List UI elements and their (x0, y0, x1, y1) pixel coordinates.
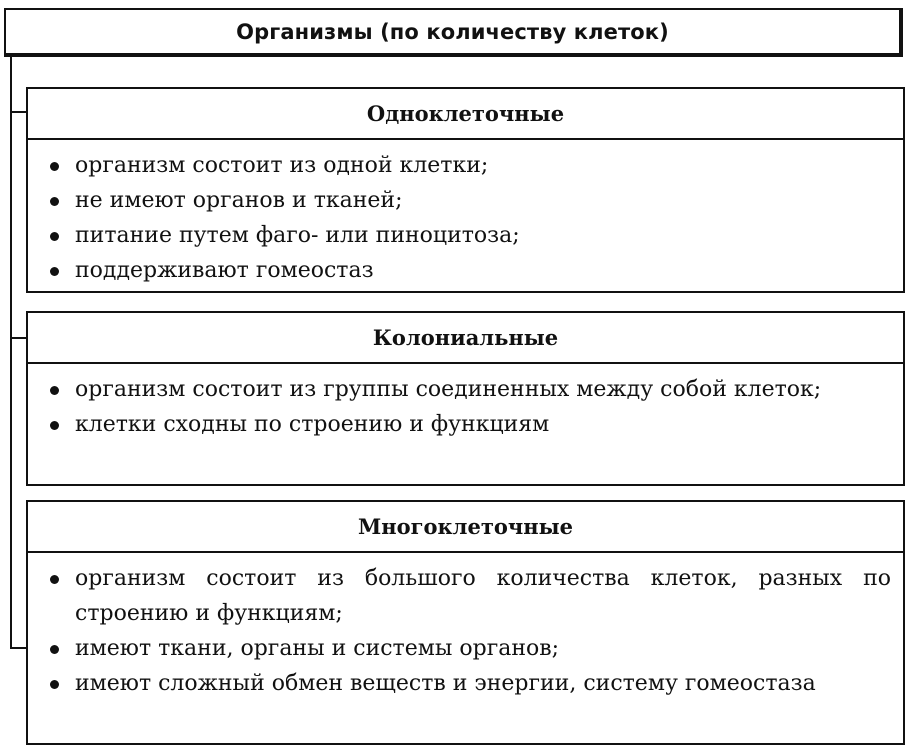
bullet-icon (50, 645, 59, 654)
feature-list (28, 553, 903, 707)
branch-line-colonial (10, 337, 27, 339)
list-item (50, 148, 891, 183)
bullet-icon (50, 232, 59, 241)
bullet-icon (50, 162, 59, 171)
category-heading: Колониальные (28, 313, 903, 364)
list-item (50, 666, 891, 701)
list-item-text: организм состоит из одной клетки; (75, 153, 489, 178)
list-item (50, 631, 891, 666)
branch-line-multicellular (10, 647, 27, 649)
category-card-unicellular (26, 87, 905, 293)
category-card-multicellular (26, 500, 905, 745)
list-item-text: имеют ткани, органы и системы органов; (75, 636, 560, 661)
diagram-title: Организмы (по количеству клеток) (236, 19, 669, 44)
category-heading: Многоклеточные (28, 502, 903, 553)
list-item (50, 561, 891, 631)
bullet-icon (50, 197, 59, 206)
bullet-icon (50, 680, 59, 689)
bullet-icon (50, 575, 59, 584)
diagram-title-box (4, 8, 903, 57)
list-item (50, 407, 891, 442)
feature-list (28, 364, 903, 448)
list-item-text: организм состоит из группы соединенных между собой клеток; (75, 377, 822, 402)
category-heading: Одноклеточные (28, 89, 903, 140)
category-card-colonial (26, 311, 905, 486)
bullet-icon (50, 386, 59, 395)
list-item-text: питание путем фаго- или пиноцитоза; (75, 223, 520, 248)
list-item-text: не имеют органов и тканей; (75, 188, 403, 213)
list-item (50, 183, 891, 218)
bullet-icon (50, 421, 59, 430)
feature-list (28, 140, 903, 294)
bullet-icon (50, 267, 59, 276)
list-item (50, 253, 891, 288)
list-item (50, 218, 891, 253)
tree-trunk-line (10, 56, 12, 648)
list-item-text: поддерживают гомеостаз (75, 258, 374, 283)
list-item-text: организм состоит из большого количества клеток, разных по строению и функциям; (75, 566, 891, 626)
list-item-text: клетки сходны по строению и функциям (75, 412, 550, 437)
list-item (50, 372, 891, 407)
list-item-text: имеют сложный обмен веществ и энергии, систему гомеостаза (75, 671, 816, 696)
branch-line-unicellular (10, 111, 27, 113)
